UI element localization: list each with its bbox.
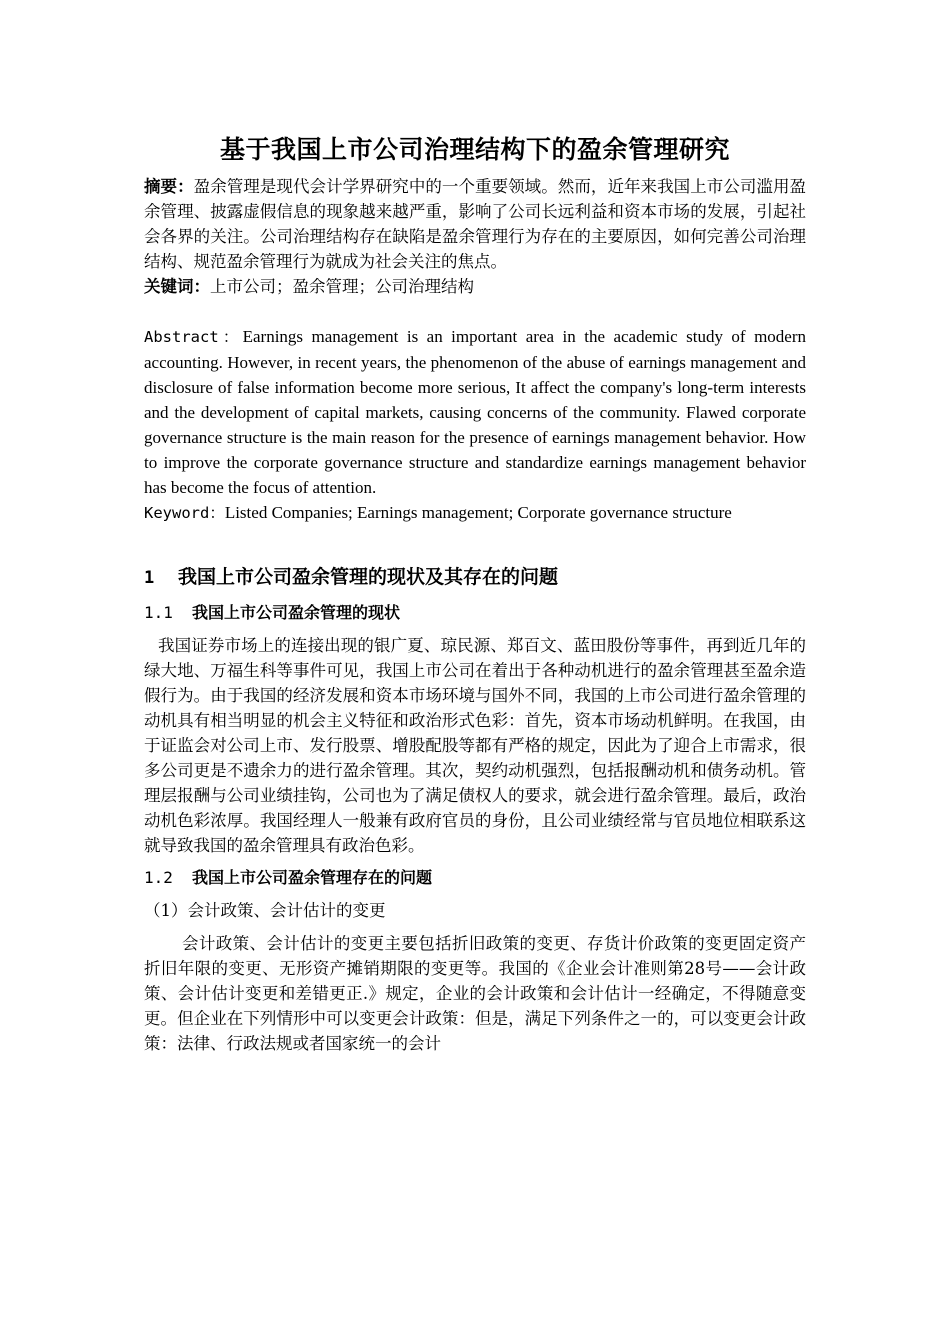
keywords-en: [144, 500, 806, 526]
section-1-1-body: 我国证券市场上的连接出现的银广夏、琼民源、郑百文、蓝田股份等事件，再到近几年的绿大地、万福生科等事件可见，我国上市公司在着出于各种动机进行的盈余管理甚至盈余造假行为。由于我国的经济发展和资本市场环境与国外不同，我国的上市公司进行盈余管理的动机具有相当明显的机会主义特征和政治形式色彩：首先，资本市场动机鲜明。在我国，由于证监会对公司上市、发行股票、增股配股等都有严格的规定，因此为了迎合上市需求，很多公司更是不遗余力的进行盈余管理。其次，契约动机强烈，包括报酬动机和债务动机。管理层报酬与公司业绩挂钩，公司也为了满足债权人的要求，就会进行盈余管理。最后，政治动机色彩浓厚。我国经理人一般兼有政府官员的身份，且公司业绩经常与官员地位相联系这就导致我国的盈余管理具有政治色彩。: [144, 636, 806, 855]
keywords-cn: [144, 274, 806, 299]
abstract-cn: [144, 174, 806, 274]
document-page: [144, 130, 806, 1056]
section-1-number: 1: [144, 568, 155, 588]
abstract-cn-text: 盈余管理是现代会计学界研究中的一个重要领域。然而，近年来我国上市公司滥用盈余管理、披露虚假信息的现象越来越严重，影响了公司长远利益和资本市场的发展，引起社会各界的关注。公司治理结构存在缺陷是盈余管理行为存在的主要原因，如何完善公司治理结构、规范盈余管理行为就成为社会关注的焦点。: [144, 177, 807, 271]
section-1-2-heading: [144, 866, 806, 890]
abstract-en: [144, 324, 806, 500]
section-1-1-heading: [144, 601, 806, 625]
abstract-cn-label: 摘要：: [144, 177, 194, 196]
section-1-1-title: 我国上市公司盈余管理的现状: [192, 603, 401, 622]
paper-title: 基于我国上市公司治理结构下的盈余管理研究: [219, 135, 730, 164]
section-1-2-title: 我国上市公司盈余管理存在的问题: [192, 868, 433, 887]
keywords-en-label: Keyword：: [144, 504, 225, 522]
abstract-en-label: Abstract：: [144, 328, 243, 346]
keywords-en-text: Listed Companies; Earnings management; Corporate governance structure: [224, 503, 732, 522]
section-1-1-number: 1.1: [144, 603, 173, 622]
keywords-cn-text: 上市公司；盈余管理；公司治理结构: [210, 277, 474, 296]
keywords-cn-label: 关键词：: [144, 277, 210, 296]
abstract-en-text: Earnings management is an important area in the academic study of modern accounting. However, in recent years, the phenomenon of the abuse of earnings management and disclosure of false information become more serious, It affect the company's long-term interests and the development of capital markets, causing concerns of the community. Flawed corporate governance structure is the main reason for the presence of earnings management behavior. How to improve the corporate governance structure and standardize earnings management behavior has become the focus of attention.: [144, 327, 807, 497]
section-1-title: 我国上市公司盈余管理的现状及其存在的问题: [178, 566, 559, 588]
spacer: [144, 526, 806, 562]
section-1-2-number: 1.2: [144, 868, 173, 887]
section-1-2-subheading: （1）会计政策、会计估计的变更: [144, 901, 386, 920]
spacer: [144, 299, 806, 324]
section-1-2-body: 会计政策、会计估计的变更主要包括折旧政策的变更、存货计价政策的变更固定资产折旧年限的变更、无形资产摊销期限的变更等。我国的《企业会计准则第28号——会计政策、会计估计变更和差错更正.》规定，企业的会计政策和会计估计一经确定，不得随意变更。但企业在下列情形中可以变更会计政策：但是，满足下列条件之一的，可以变更会计政策：法律、行政法规或者国家统一的会计: [144, 934, 806, 1053]
section-1-heading: [144, 562, 806, 593]
